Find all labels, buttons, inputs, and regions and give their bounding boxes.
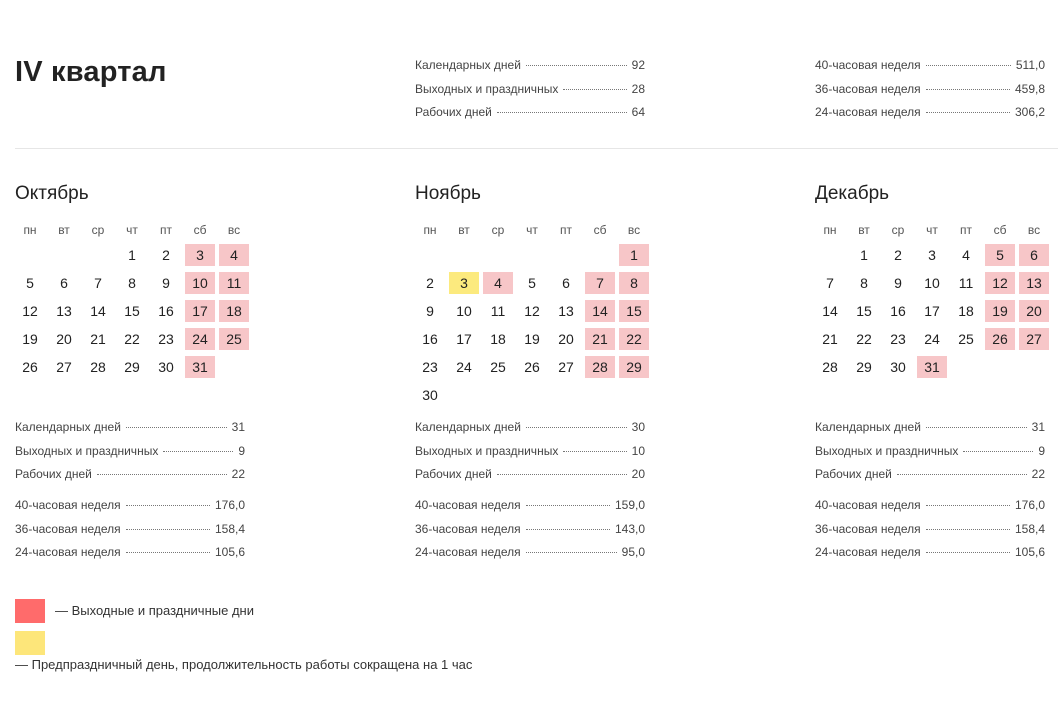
stat-value: 105,6 (214, 545, 245, 559)
stat-value: 28 (631, 81, 645, 96)
stat-row (815, 498, 1045, 522)
stat-label: Рабочих дней (815, 467, 892, 481)
weekday-header: вт (458, 223, 470, 237)
calendar-day: 16 (158, 303, 174, 319)
stat-label: 40-часовая неделя (415, 498, 521, 512)
calendar-day: 23 (158, 331, 174, 347)
calendar-day: 8 (860, 275, 868, 291)
calendar-day: 3 (928, 247, 936, 263)
leader-dots (926, 89, 1010, 90)
stat-row (815, 444, 1045, 468)
calendar-day: 13 (558, 303, 574, 319)
calendar-day: 26 (524, 359, 540, 375)
stat-row (415, 420, 645, 444)
calendar-day-holiday: 26 (985, 328, 1015, 350)
weekday-header: пн (823, 223, 837, 237)
calendar-day: 18 (958, 303, 974, 319)
calendar-day: 24 (456, 359, 472, 375)
weekday-header: пт (560, 223, 572, 237)
calendar-day: 20 (56, 331, 72, 347)
stat-label: Рабочих дней (415, 105, 492, 119)
stat-row (415, 444, 645, 468)
stat-label: 24-часовая неделя (815, 105, 921, 119)
calendar-day: 28 (822, 359, 838, 375)
calendar-day: 4 (962, 247, 970, 263)
leader-dots (97, 474, 227, 475)
calendar-day-holiday: 17 (185, 300, 215, 322)
preholiday-swatch (15, 631, 45, 655)
calendar-day-holiday: 4 (219, 244, 249, 266)
calendar-day-holiday: 12 (985, 272, 1015, 294)
stat-row (415, 467, 645, 491)
calendar-day: 2 (426, 275, 434, 291)
calendar-day: 7 (94, 275, 102, 291)
stat-row (15, 522, 245, 546)
calendar-day-holiday: 8 (619, 272, 649, 294)
stat-value: 159,0 (614, 498, 645, 512)
calendar-day: 29 (856, 359, 872, 375)
stat-label: Рабочих дней (15, 467, 92, 481)
stat-label: 24-часовая неделя (15, 545, 121, 559)
leader-dots (926, 427, 1027, 428)
calendar-day-holiday: 27 (1019, 328, 1049, 350)
stat-value: 64 (631, 105, 645, 119)
leader-dots (526, 552, 617, 553)
calendar-day: 11 (490, 303, 506, 319)
holiday-swatch (15, 599, 45, 623)
stat-row (415, 545, 645, 569)
stat-value: 30 (631, 420, 645, 434)
calendar-day-holiday: 20 (1019, 300, 1049, 322)
month-hours-stats (415, 498, 645, 569)
calendar-day: 1 (128, 247, 136, 263)
stat-value: 306,2 (1014, 105, 1045, 119)
stat-label: 36-часовая неделя (415, 521, 521, 536)
weekday-header: пт (960, 223, 972, 237)
calendar-day: 23 (890, 331, 906, 347)
leader-dots (526, 505, 610, 506)
section-divider (15, 148, 1058, 149)
quarter-days-stats (415, 58, 645, 129)
stat-value: 105,6 (1014, 545, 1045, 559)
calendar-day: 23 (422, 359, 438, 375)
calendar-day: 21 (822, 331, 838, 347)
stat-value: 10 (631, 443, 645, 458)
calendar-day: 19 (22, 331, 38, 347)
weekday-header: ср (91, 223, 105, 237)
weekday-header: вс (227, 223, 241, 237)
calendar-day-holiday: 7 (585, 272, 615, 294)
preholiday-legend-text: — Предпраздничный день, продолжительность работы сокращена на 1 час (15, 657, 473, 672)
stat-value: 459,8 (1014, 81, 1045, 96)
calendar-day: 25 (490, 359, 506, 375)
calendar-day-holiday: 24 (185, 328, 215, 350)
leader-dots (926, 552, 1010, 553)
leader-dots (126, 505, 210, 506)
month-title: Декабрь (815, 183, 890, 204)
calendar-day: 25 (958, 331, 974, 347)
weekday-header: вс (1027, 223, 1041, 237)
calendar-day-holiday: 6 (1019, 244, 1049, 266)
calendar-day-holiday: 1 (619, 244, 649, 266)
stat-label: 40-часовая неделя (15, 498, 121, 512)
stat-row (15, 545, 245, 569)
calendar-day: 15 (856, 303, 872, 319)
weekday-header: чт (926, 223, 938, 237)
calendar-day-holiday: 28 (585, 356, 615, 378)
calendar-day: 17 (456, 331, 472, 347)
stat-label: 40-часовая неделя (815, 498, 921, 512)
stat-label: Выходных и праздничных (815, 443, 959, 458)
stat-value: 9 (1038, 443, 1045, 458)
calendar-day-holiday: 13 (1019, 272, 1049, 294)
leader-dots (926, 112, 1010, 113)
leader-dots (963, 451, 1033, 452)
calendar-day: 10 (456, 303, 472, 319)
calendar-day: 1 (860, 247, 868, 263)
stat-row (815, 420, 1045, 444)
calendar-day: 26 (22, 359, 38, 375)
weekday-header: вс (627, 223, 641, 237)
leader-dots (926, 529, 1010, 530)
calendar-day-holiday: 19 (985, 300, 1015, 322)
calendar-day: 9 (894, 275, 902, 291)
weekday-header: пт (160, 223, 172, 237)
stat-row (815, 467, 1045, 491)
calendar-day: 20 (558, 331, 574, 347)
calendar-day: 15 (124, 303, 140, 319)
stat-row (815, 545, 1045, 569)
quarter-hours-stats (815, 58, 1045, 129)
stat-row (815, 522, 1045, 546)
stat-value: 158,4 (1014, 521, 1045, 536)
stat-row (415, 522, 645, 546)
month-days-stats (15, 420, 245, 491)
calendar-day: 6 (562, 275, 570, 291)
leader-dots (163, 451, 233, 452)
calendar-day: 10 (924, 275, 940, 291)
stat-label: 36-часовая неделя (815, 521, 921, 536)
calendar-day: 22 (856, 331, 872, 347)
weekday-header: чт (526, 223, 538, 237)
stat-value: 95,0 (621, 545, 645, 559)
leader-dots (497, 112, 627, 113)
stat-value: 31 (231, 420, 245, 434)
calendar-day: 24 (924, 331, 940, 347)
month-title: Ноябрь (415, 183, 481, 204)
stat-label: 36-часовая неделя (815, 81, 921, 96)
month-hours-stats (815, 498, 1045, 569)
leader-dots (926, 505, 1010, 506)
weekday-header: вт (858, 223, 870, 237)
stat-label: 24-часовая неделя (415, 545, 521, 559)
month-days-stats (415, 420, 645, 491)
calendar-day: 12 (524, 303, 540, 319)
stat-label: Выходных и праздничных (15, 443, 159, 458)
stat-value: 92 (631, 58, 645, 72)
leader-dots (926, 65, 1011, 66)
weekday-header: пн (23, 223, 37, 237)
calendar-day: 18 (490, 331, 506, 347)
leader-dots (126, 427, 227, 428)
weekday-header: пн (423, 223, 437, 237)
calendar-day: 30 (890, 359, 906, 375)
stat-value: 176,0 (214, 498, 245, 512)
calendar-day-holiday: 14 (585, 300, 615, 322)
holiday-legend-text: — Выходные и праздничные дни (55, 603, 254, 618)
leader-dots (897, 474, 1027, 475)
calendar-day: 19 (524, 331, 540, 347)
stat-value: 22 (1031, 467, 1045, 481)
leader-dots (563, 89, 626, 90)
stat-value: 511,0 (1015, 58, 1045, 72)
stat-label: Выходных и праздничных (415, 81, 559, 96)
leader-dots (497, 474, 627, 475)
calendar-day: 16 (422, 331, 438, 347)
stat-value: 31 (1031, 420, 1045, 434)
calendar-day-holiday: 15 (619, 300, 649, 322)
calendar-day: 9 (162, 275, 170, 291)
calendar-day: 27 (56, 359, 72, 375)
stat-label: Календарных дней (415, 58, 521, 72)
calendar-day: 9 (426, 303, 434, 319)
stat-row (15, 420, 245, 444)
calendar-day: 30 (422, 387, 438, 403)
month-hours-stats (15, 498, 245, 569)
calendar-day-preholiday: 3 (449, 272, 479, 294)
leader-dots (526, 427, 627, 428)
weekday-header: сб (193, 223, 207, 237)
calendar-day-holiday: 3 (185, 244, 215, 266)
calendar-day-holiday: 11 (219, 272, 249, 294)
stat-value: 176,0 (1014, 498, 1045, 512)
calendar-day-holiday: 25 (219, 328, 249, 350)
stat-value: 22 (231, 467, 245, 481)
stat-label: 24-часовая неделя (815, 545, 921, 559)
weekday-header: сб (993, 223, 1007, 237)
stat-value: 9 (238, 443, 245, 458)
calendar-day: 6 (60, 275, 68, 291)
stat-row (815, 82, 1045, 106)
calendar-day: 14 (822, 303, 838, 319)
calendar-day: 30 (158, 359, 174, 375)
calendar-day-holiday: 4 (483, 272, 513, 294)
calendar-day: 28 (90, 359, 106, 375)
stat-row (415, 82, 645, 106)
stat-label: Выходных и праздничных (415, 443, 559, 458)
stat-label: Календарных дней (415, 420, 521, 434)
calendar-day: 11 (958, 275, 974, 291)
calendar-day: 16 (890, 303, 906, 319)
weekday-header: ср (491, 223, 505, 237)
stat-label: 40-часовая неделя (815, 58, 921, 72)
page-title: IV квартал (15, 56, 167, 88)
stat-row (415, 58, 645, 82)
calendar-day: 8 (128, 275, 136, 291)
stat-label: Календарных дней (15, 420, 121, 434)
stat-row (415, 498, 645, 522)
calendar-day: 2 (162, 247, 170, 263)
stat-row (15, 444, 245, 468)
calendar-day-holiday: 31 (185, 356, 215, 378)
stat-row (15, 467, 245, 491)
stat-value: 143,0 (614, 521, 645, 536)
calendar-day: 13 (56, 303, 72, 319)
calendar-day: 21 (90, 331, 106, 347)
stat-label: 36-часовая неделя (15, 521, 121, 536)
calendar-day-holiday: 21 (585, 328, 615, 350)
stat-row (15, 498, 245, 522)
weekday-header: вт (58, 223, 70, 237)
calendar-day-holiday: 22 (619, 328, 649, 350)
calendar-day: 2 (894, 247, 902, 263)
leader-dots (126, 529, 210, 530)
calendar-day-holiday: 10 (185, 272, 215, 294)
calendar-day: 7 (826, 275, 834, 291)
calendar-day: 5 (26, 275, 34, 291)
month-days-stats (815, 420, 1045, 491)
calendar-day: 29 (124, 359, 140, 375)
calendar-day: 14 (90, 303, 106, 319)
weekday-header: чт (126, 223, 138, 237)
calendar-day: 12 (22, 303, 38, 319)
calendar-day-holiday: 29 (619, 356, 649, 378)
calendar-day: 27 (558, 359, 574, 375)
weekday-header: ср (891, 223, 905, 237)
stat-row (815, 105, 1045, 129)
leader-dots (526, 529, 610, 530)
calendar-day-holiday: 31 (917, 356, 947, 378)
stat-label: Календарных дней (815, 420, 921, 434)
calendar-day-holiday: 18 (219, 300, 249, 322)
leader-dots (526, 65, 627, 66)
weekday-header: сб (593, 223, 607, 237)
stat-value: 20 (631, 467, 645, 481)
stat-value: 158,4 (214, 521, 245, 536)
month-title: Октябрь (15, 183, 89, 204)
calendar-day: 5 (528, 275, 536, 291)
leader-dots (563, 451, 626, 452)
stat-row (415, 105, 645, 129)
calendar-day-holiday: 5 (985, 244, 1015, 266)
leader-dots (126, 552, 210, 553)
stat-label: Рабочих дней (415, 467, 492, 481)
stat-row (815, 58, 1045, 82)
calendar-day: 17 (924, 303, 940, 319)
calendar-day: 22 (124, 331, 140, 347)
